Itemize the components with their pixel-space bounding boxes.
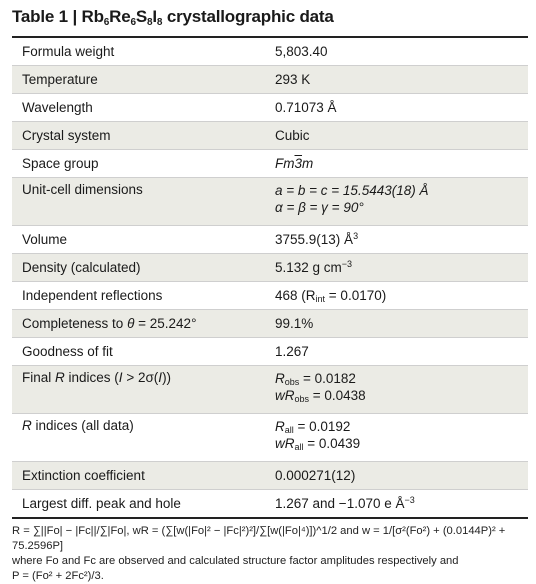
row-label: Temperature — [12, 66, 263, 94]
row-value — [263, 226, 528, 254]
row-value — [263, 178, 528, 226]
row-value: 0.71073 Å — [263, 94, 528, 122]
row-label: Unit-cell dimensions — [12, 178, 263, 226]
table-row — [12, 490, 528, 519]
table-title — [12, 6, 528, 36]
table-row — [12, 338, 528, 366]
label-symbol: R — [55, 370, 65, 385]
row-label — [12, 310, 263, 338]
wr-obs — [275, 387, 518, 404]
value-text: 5.132 g cm — [275, 260, 342, 275]
crystallographic-data-table — [12, 36, 528, 519]
row-value — [263, 414, 528, 462]
symbol: R — [275, 419, 285, 434]
footnote-line: where Fo and Fc are observed and calculated structure factor amplitudes respectively and — [12, 555, 459, 567]
value-text: = 0.0170) — [325, 288, 387, 303]
table-row — [12, 150, 528, 178]
row-value — [263, 150, 528, 178]
value-subscript: all — [294, 442, 304, 452]
value-text: 3755.9(13) Å — [275, 232, 354, 247]
table-row — [12, 366, 528, 414]
label-symbol: I — [158, 370, 163, 385]
row-value: Cubic — [263, 122, 528, 150]
title-subscript: 6 — [130, 17, 136, 28]
row-label: Independent reflections — [12, 282, 263, 310]
row-label: Space group — [12, 150, 263, 178]
row-label — [12, 366, 263, 414]
row-label: Crystal system — [12, 122, 263, 150]
table-row — [12, 414, 528, 462]
table-footnote — [12, 524, 528, 584]
value-subscript: all — [284, 425, 294, 435]
title-subscript: 8 — [147, 17, 153, 28]
label-symbol: R — [22, 418, 32, 433]
space-group-part: Fm — [275, 156, 295, 171]
symbol: wR — [275, 388, 295, 403]
row-value — [263, 254, 528, 282]
symbol: R — [275, 371, 285, 386]
row-label: Formula weight — [12, 37, 263, 66]
label-text: > 2σ( — [122, 370, 159, 385]
unit-cell-lengths: a = b = c = 15.5443(18) Å — [275, 183, 429, 198]
table-row — [12, 226, 528, 254]
table-row — [12, 122, 528, 150]
row-label: Volume — [12, 226, 263, 254]
value-text: 1.267 and −1.070 e Å — [275, 496, 405, 511]
table-row — [12, 94, 528, 122]
value-subscript: int — [315, 294, 326, 304]
label-text: )) — [162, 370, 172, 385]
wr-all — [275, 435, 518, 452]
row-value — [263, 366, 528, 414]
row-value: 5,803.40 — [263, 37, 528, 66]
table-container — [12, 6, 528, 584]
title-text: I — [152, 7, 157, 26]
value-text: = 0.0192 — [293, 419, 351, 434]
value-superscript: 3 — [353, 231, 359, 241]
r-all — [275, 418, 518, 435]
row-label: Largest diff. peak and hole — [22, 496, 181, 511]
label-symbol: θ — [127, 316, 135, 331]
title-text: Re — [109, 7, 131, 26]
label-text: indices (all data) — [31, 418, 134, 433]
value-text: 468 (R — [275, 288, 316, 303]
title-text: crystallographic data — [162, 7, 334, 26]
row-value — [263, 282, 528, 310]
title-subscript: 6 — [103, 17, 110, 28]
row-value: 99.1% — [263, 310, 528, 338]
value-superscript: −3 — [404, 495, 415, 505]
value-subscript: obs — [294, 394, 310, 404]
row-value: 293 K — [263, 66, 528, 94]
label-text: indices ( — [64, 370, 119, 385]
table-row — [12, 462, 528, 490]
row-value — [263, 490, 528, 519]
label-symbol: I — [118, 370, 123, 385]
row-label: Goodness of fit — [12, 338, 263, 366]
row-label: Extinction coefficient — [12, 462, 263, 490]
label-text: Final — [22, 370, 56, 385]
table-row — [12, 37, 528, 66]
label-text: Completeness to — [22, 316, 128, 331]
table-row — [12, 254, 528, 282]
title-text: Table 1 | Rb — [12, 7, 104, 26]
value-text: = 0.0439 — [303, 436, 361, 451]
value-text: = 0.0182 — [299, 371, 356, 386]
row-label — [12, 414, 263, 462]
table-row — [12, 310, 528, 338]
label-text: = 25.242° — [134, 316, 197, 331]
space-group-part: m — [302, 156, 314, 171]
footnote-line: R = ∑||Fo| − |Fc||/∑|Fo|, wR = (∑[w(|Fo|² − |Fc|²)²]/∑[w(|Fo|⁴)])^1/2 and w = 1/[σ²(Fo²) + (0.0144P)² + 75.2596P] — [12, 525, 506, 552]
value-superscript: −3 — [341, 259, 353, 269]
space-group-overbar: 3 — [294, 156, 303, 171]
table-row — [12, 66, 528, 94]
table-row — [12, 282, 528, 310]
symbol: wR — [275, 436, 295, 451]
unit-cell-angles: α = β = γ = 90° — [275, 200, 364, 215]
r-obs — [275, 370, 518, 387]
value-subscript: obs — [284, 377, 300, 387]
row-value: 0.000271(12) — [263, 462, 528, 490]
footnote-line: P = (Fo² + 2Fc²)/3. — [12, 570, 104, 582]
row-label: Wavelength — [12, 94, 263, 122]
row-value: 1.267 — [263, 338, 528, 366]
row-label: Density (calculated) — [12, 254, 263, 282]
title-subscript: 8 — [156, 17, 163, 28]
value-text: = 0.0438 — [309, 388, 366, 403]
title-text: S — [135, 7, 148, 26]
table-row — [12, 178, 528, 226]
